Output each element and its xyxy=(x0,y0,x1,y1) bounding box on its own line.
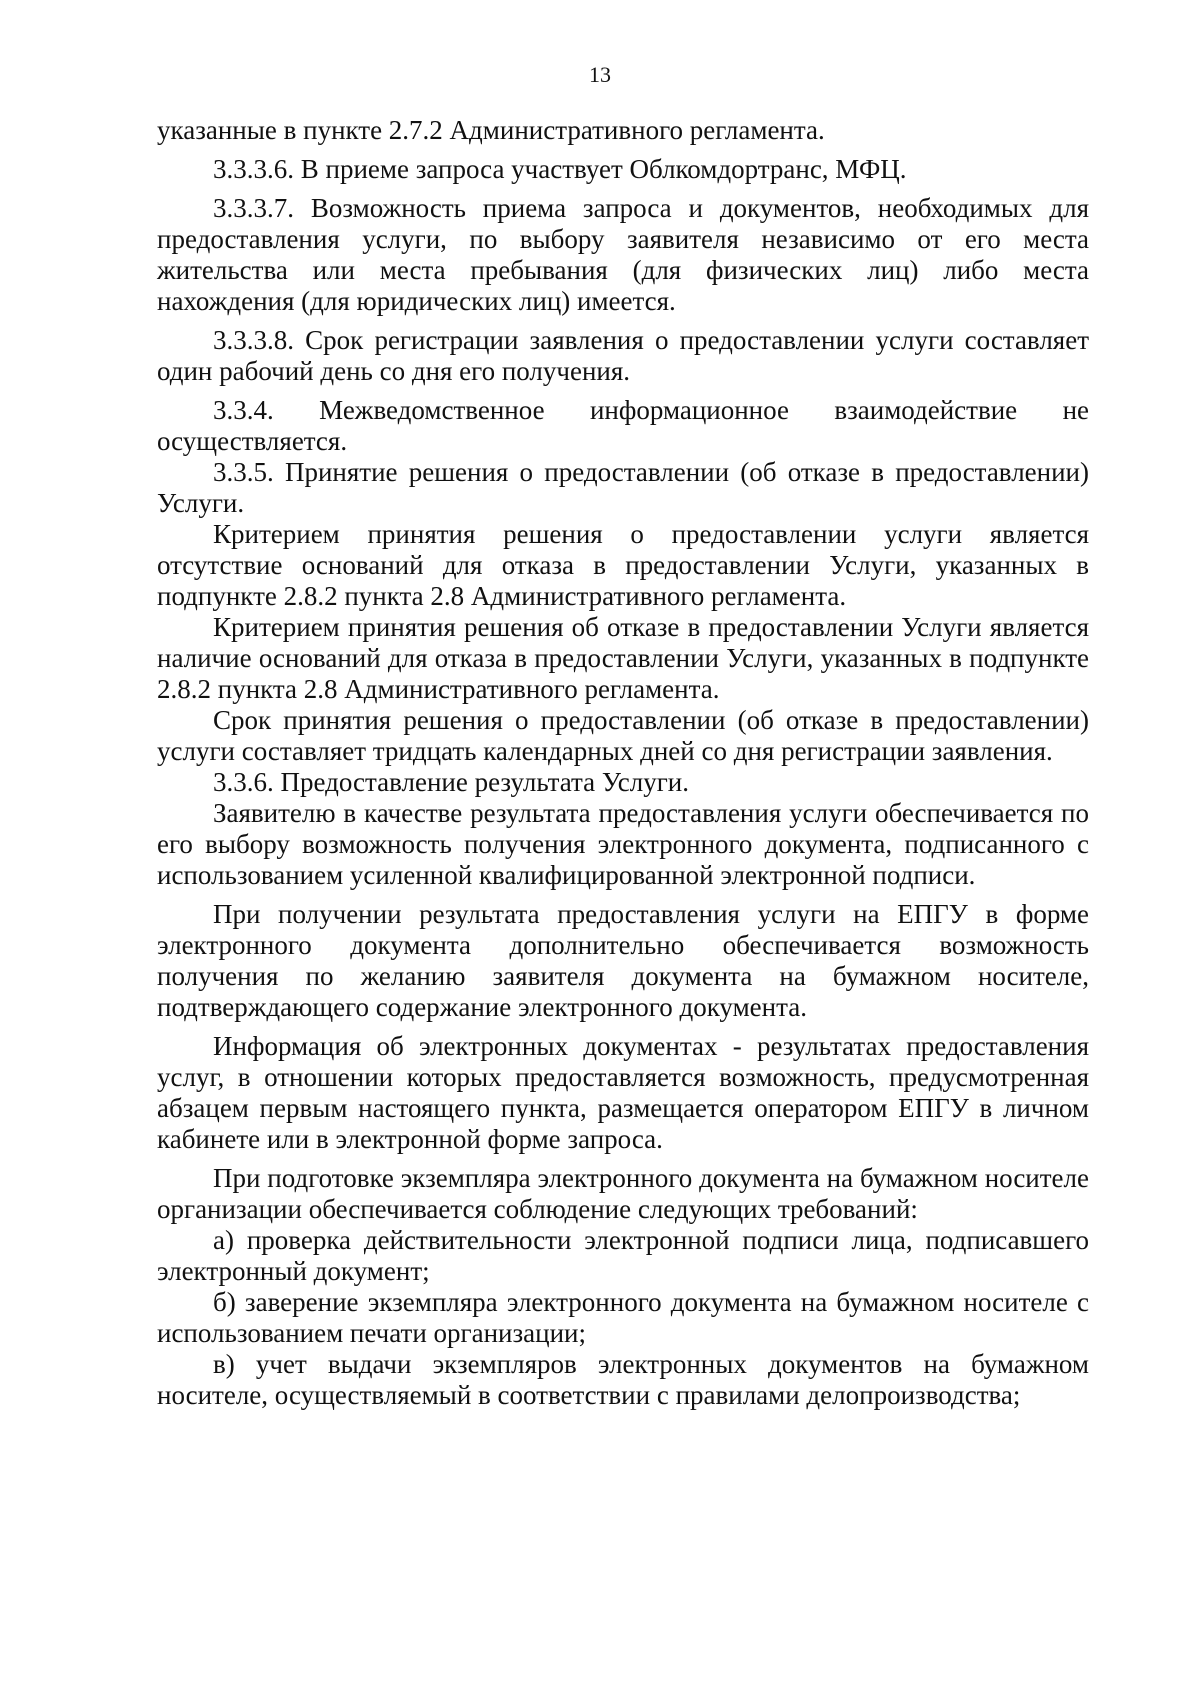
paragraph-requirements-intro: При подготовке экземпляра электронного документа на бумажном носителе организации обеспечивается соблюдение следующих требований: xyxy=(157,1163,1089,1224)
paragraph-3-3-5: 3.3.5. Принятие решения о предоставлении (об отказе в предоставлении) Услуги. xyxy=(157,457,1089,518)
paragraph-3-3-6: 3.3.6. Предоставление результата Услуги. xyxy=(213,767,689,797)
paragraph-criterion-refusal: Критерием принятия решения об отказе в предоставлении Услуги является наличие оснований для отказа в предоставлении Услуги, указанных в подпункте 2.8.2 пункта 2.8 Административного регламента. xyxy=(157,612,1089,704)
paragraph-requirement-a: а) проверка действительности электронной подписи лица, подписавшего электронный документ; xyxy=(157,1225,1089,1286)
page-number: 13 xyxy=(589,62,611,87)
paragraph-result-electronic: Заявителю в качестве результата предоставления услуги обеспечивается по его выбору возможность получения электронного документа, подписанного с использованием усиленной квалифицированной электронной подписи. xyxy=(157,798,1089,890)
paragraph-result-info: Информация об электронных документах - результатах предоставления услуг, в отношении которых предоставляется возможность, предусмотренная абзацем первым настоящего пункта, размещается оператором ЕПГУ в личном кабинете или в электронной форме запроса. xyxy=(157,1031,1089,1154)
paragraph-3-3-4: 3.3.4. Межведомственное информационное взаимодействие не осуществляется. xyxy=(157,395,1089,456)
paragraph-3-3-3-6: 3.3.3.6. В приеме запроса участвует Облкомдортранс, МФЦ. xyxy=(213,154,907,184)
paragraph-requirement-c: в) учет выдачи экземпляров электронных документов на бумажном носителе, осуществляемый в соответствии с правилами делопроизводства; xyxy=(157,1349,1089,1410)
paragraph-requirement-b: б) заверение экземпляра электронного документа на бумажном носителе с использованием печати организации; xyxy=(157,1287,1089,1348)
document-body xyxy=(157,115,1089,1411)
paragraph-decision-term: Срок принятия решения о предоставлении (об отказе в предоставлении) услуги составляет тридцать календарных дней со дня регистрации заявления. xyxy=(157,705,1089,766)
paragraph-3-3-3-8: 3.3.3.8. Срок регистрации заявления о предоставлении услуги составляет один рабочий день со дня его получения. xyxy=(157,325,1089,386)
paragraph-result-paper: При получении результата предоставления услуги на ЕПГУ в форме электронного документа дополнительно обеспечивается возможность получения по желанию заявителя документа на бумажном носителе, подтверждающего содержание электронного документа. xyxy=(157,899,1089,1022)
paragraph-criterion-grant: Критерием принятия решения о предоставлении услуги является отсутствие оснований для отказа в предоставлении Услуги, указанных в подпункте 2.8.2 пункта 2.8 Административного регламента. xyxy=(157,519,1089,611)
paragraph-3-3-3-7: 3.3.3.7. Возможность приема запроса и документов, необходимых для предоставления услуги, по выбору заявителя независимо от его места жительства или места пребывания (для физических лиц) либо места нахождения (для юридических лиц) имеется. xyxy=(157,193,1089,316)
paragraph-continuation: указанные в пункте 2.7.2 Административного регламента. xyxy=(157,115,825,145)
